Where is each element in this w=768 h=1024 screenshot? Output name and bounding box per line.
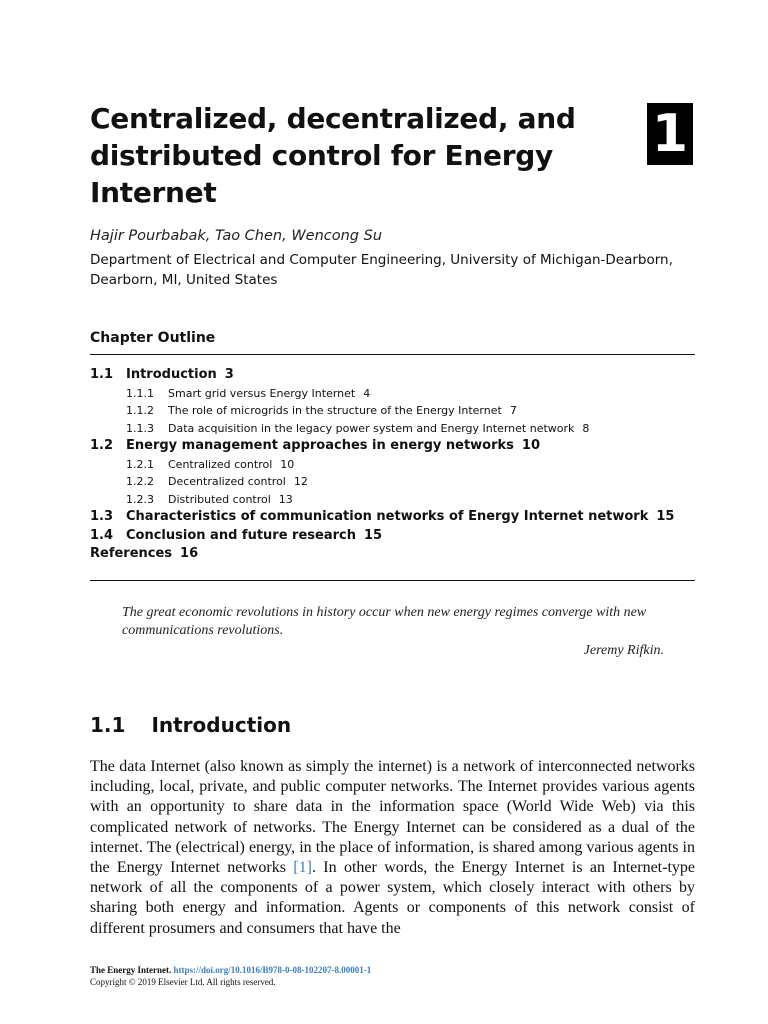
footer-journal: The Energy Internet. [90,965,172,975]
outline-entry-title: Characteristics of communication networks of Energy Internet network [126,509,649,524]
chapter-title: Centralized, decentralized, and distributed control for Energy Internet [90,102,576,209]
chapter-outline-heading: Chapter Outline [90,330,216,346]
outline-entry[interactable] [90,508,695,527]
section-heading [90,713,291,737]
outline-entry-number: 1.1.2 [126,404,154,417]
outline-entry-number: 1.2.1 [126,457,154,471]
intro-paragraph [90,757,695,939]
outline-entry-title: Energy management approaches in energy networks [126,438,514,453]
outline-entry[interactable] [90,456,695,474]
outline-entry[interactable] [90,491,695,509]
outline-entry-title: References [90,546,173,561]
outline-entry-page: 13 [278,492,293,506]
doi-link[interactable]: https://doi.org/10.1016/B978-0-08-102207-8.00001-1 [173,965,372,975]
outline-entry-page: 4 [363,386,371,400]
chapter-outline-list [90,366,695,564]
outline-entry-title: Distributed control [168,492,271,506]
outline-entry-title: Data acquisition in the legacy power system and Energy Internet network [168,421,575,435]
epigraph-quote: The great economic revolutions in history occur when new energy regimes converge with new communications revolutions. [122,605,647,638]
outline-entry-title: Conclusion and future research [126,527,356,543]
outline-entry-page: 15 [656,509,675,524]
paragraph-text-end: . In other words, the Energy Internet is an Internet-type network of all the components of a power system, which closely interact with others by sharing both energy and information. Agents or components of this network consist of different prosumers and consumers that have the [90,859,696,937]
outline-entry[interactable] [90,527,695,546]
outline-entry-page: 8 [582,421,590,435]
outline-entry[interactable] [90,402,695,420]
outline-entry-number: 1.2 [90,438,114,453]
outline-entry-page: 10 [521,438,540,453]
outline-entry-number: 1.1.3 [126,421,154,435]
outline-entry[interactable] [90,366,695,385]
paragraph-text-start: The data Internet (also known as simply the internet) is a network of interconnected networks including, local, private, and public computer networks. The Internet provides various agents with an opportunity to share data in the information space (World Wide Web) via this complicated network of networks. The Energy Internet can be considered as a dual of the internet. The (electrical) energy, in the place of information, is shared among various agents in the Energy Internet networks [90,758,695,877]
section-title: Introduction [151,713,292,737]
outline-entry-number: 1.1 [90,367,114,382]
epigraph [122,604,664,660]
outline-entry[interactable] [90,385,695,403]
citation-link[interactable]: [1] [293,859,312,877]
outline-entry-number: 1.4 [90,527,114,543]
section-number: 1.1 [90,713,126,737]
outline-entry[interactable] [90,473,695,491]
epigraph-attribution: Jeremy Rifkin. [583,643,664,658]
outline-entry-title: Smart grid versus Energy Internet [168,386,356,400]
outline-top-rule [90,354,695,355]
outline-entry-title: Introduction [126,367,217,382]
outline-entry-page: 3 [224,367,234,382]
outline-entry-number: 1.1.1 [126,386,154,400]
outline-entry-number: 1.2.2 [126,475,154,488]
outline-entry[interactable] [90,437,695,456]
outline-bottom-rule [90,580,695,581]
outline-entry-title: Decentralized control [168,475,286,488]
outline-entry[interactable] [90,545,695,564]
author-affiliation: Department of Electrical and Computer Engineering, University of Michigan-Dearborn, Dearborn, MI, United States [90,252,673,288]
outline-entry-number: 1.2.3 [126,492,154,506]
outline-entry-page: 7 [509,404,517,417]
outline-entry-page: 15 [363,527,383,543]
outline-entry[interactable] [90,420,695,438]
chapter-authors: Hajir Pourbabak, Tao Chen, Wencong Su [90,228,383,244]
outline-entry-page: 10 [280,457,295,471]
outline-entry-page: 16 [180,546,199,561]
outline-entry-number: 1.3 [90,509,114,524]
chapter-number-badge: 1 [647,103,693,165]
outline-entry-title: Centralized control [168,457,273,471]
footer-copyright: Copyright © 2019 Elsevier Ltd. All rights reserved. [90,977,276,987]
page-footer [90,964,695,988]
outline-entry-page: 12 [293,475,308,488]
outline-entry-title: The role of microgrids in the structure of the Energy Internet [168,404,502,417]
